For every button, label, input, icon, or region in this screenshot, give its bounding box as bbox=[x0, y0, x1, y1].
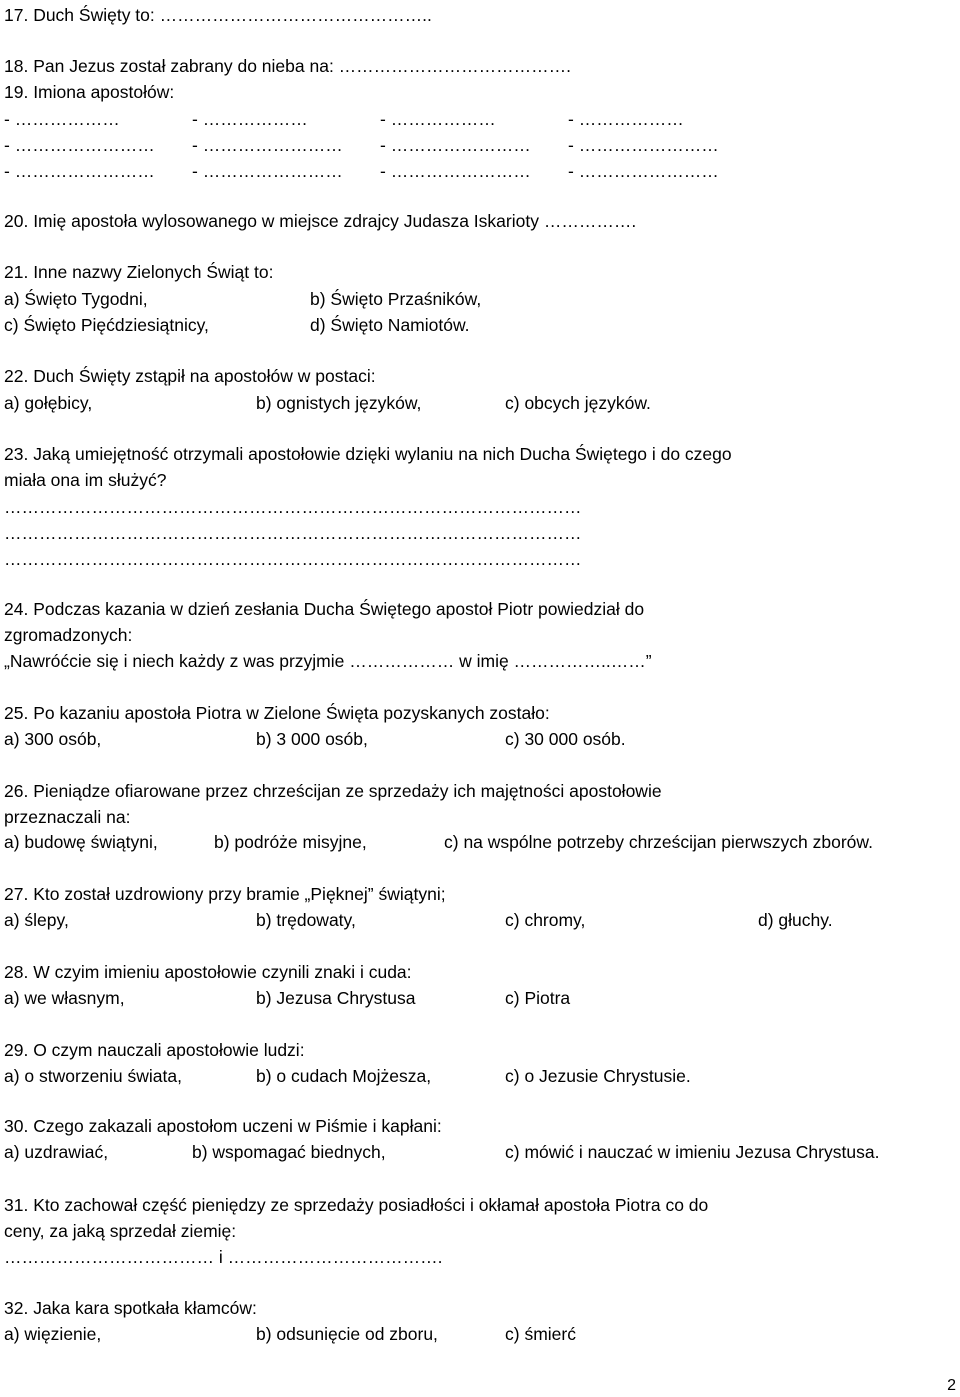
question-26-line-1: 26. Pieniądze ofiarowane przez chrześcijan ze sprzedaży ich majętności apostołowie bbox=[4, 781, 662, 801]
apostle-blank: - …………………… bbox=[380, 135, 531, 155]
question-23-line-1: 23. Jaką umiejętność otrzymali apostołowie dzięki wylaniu na nich Ducha Świętego i do czego bbox=[4, 444, 732, 464]
question-26-line-2: przeznaczali na: bbox=[4, 807, 131, 827]
apostle-blank: - …………………… bbox=[4, 161, 155, 181]
question-25: 25. Po kazaniu apostoła Piotra w Zielone Święta pozyskanych zostało: bbox=[4, 703, 550, 723]
q28-options bbox=[4, 988, 954, 1008]
question-30: 30. Czego zakazali apostołom uczeni w Piśmie i kapłani: bbox=[4, 1116, 442, 1136]
q21-options-row-2 bbox=[4, 315, 954, 335]
option-a: a) Święto Tygodni, bbox=[4, 289, 148, 309]
q29-options bbox=[4, 1066, 954, 1086]
option-c: c) na wspólne potrzeby chrześcijan pierwszych zborów. bbox=[444, 832, 873, 852]
option-a: a) o stworzeniu świata, bbox=[4, 1066, 182, 1086]
option-c: c) o Jezusie Chrystusie. bbox=[505, 1066, 691, 1086]
option-c: c) 30 000 osób. bbox=[505, 729, 626, 749]
question-27: 27. Kto został uzdrowiony przy bramie „Pięknej” świątyni; bbox=[4, 884, 446, 904]
option-c: c) obcych języków. bbox=[505, 393, 651, 413]
apostles-row-2 bbox=[4, 135, 954, 155]
answer-dots: ……………………………………………………………………………………… bbox=[4, 523, 582, 543]
apostle-blank: - …………………… bbox=[192, 135, 343, 155]
option-d: d) głuchy. bbox=[758, 910, 833, 930]
apostle-blank: - …………………… bbox=[192, 161, 343, 181]
option-c: c) Święto Pięćdziesiątnicy, bbox=[4, 315, 209, 335]
option-a: a) ślepy, bbox=[4, 910, 69, 930]
question-24-line-2: zgromadzonych: bbox=[4, 625, 133, 645]
option-a: a) więzienie, bbox=[4, 1324, 102, 1344]
option-a: a) we własnym, bbox=[4, 988, 125, 1008]
question-18: 18. Pan Jezus został zabrany do nieba na: …………………………………. bbox=[4, 56, 572, 76]
question-22: 22. Duch Święty zstąpił na apostołów w postaci: bbox=[4, 366, 376, 386]
option-c: c) śmierć bbox=[505, 1324, 576, 1344]
apostle-blank: - ……………… bbox=[192, 109, 308, 129]
question-31-line-2: ceny, za jaką sprzedał ziemię: bbox=[4, 1221, 237, 1241]
question-20: 20. Imię apostoła wylosowanego w miejsce zdrajcy Judasza Iskarioty ……………. bbox=[4, 211, 637, 231]
option-b: b) wspomagać biednych, bbox=[192, 1142, 386, 1162]
option-b: b) Święto Przaśników, bbox=[310, 289, 482, 309]
option-a: a) gołębicy, bbox=[4, 393, 93, 413]
option-a: a) budowę świątyni, bbox=[4, 832, 158, 852]
question-23-line-2: miała ona im służyć? bbox=[4, 470, 167, 490]
option-a: a) uzdrawiać, bbox=[4, 1142, 109, 1162]
question-32: 32. Jaka kara spotkała kłamców: bbox=[4, 1298, 257, 1318]
option-b: b) ognistych języków, bbox=[256, 393, 422, 413]
apostle-blank: - …………………… bbox=[4, 135, 155, 155]
option-c: c) mówić i nauczać w imieniu Jezusa Chrystusa. bbox=[505, 1142, 880, 1162]
q25-options bbox=[4, 729, 954, 749]
apostle-blank: - …………………… bbox=[380, 161, 531, 181]
question-19: 19. Imiona apostołów: bbox=[4, 82, 175, 102]
q27-options bbox=[4, 910, 954, 930]
question-17: 17. Duch Święty to: ……………………………………….. bbox=[4, 5, 432, 25]
apostle-blank: - …………………… bbox=[568, 135, 719, 155]
option-b: b) podróże misyjne, bbox=[214, 832, 367, 852]
apostle-blank: - ……………… bbox=[4, 109, 120, 129]
question-28: 28. W czyim imieniu apostołowie czynili znaki i cuda: bbox=[4, 962, 412, 982]
q22-options bbox=[4, 393, 954, 413]
question-24-line-1: 24. Podczas kazania w dzień zesłania Ducha Świętego apostoł Piotr powiedział do bbox=[4, 599, 645, 619]
apostle-blank: - …………………… bbox=[568, 161, 719, 181]
q32-options bbox=[4, 1324, 954, 1344]
q26-options bbox=[4, 832, 954, 852]
option-b: b) o cudach Mojżesza, bbox=[256, 1066, 432, 1086]
option-c: c) chromy, bbox=[505, 910, 586, 930]
q21-options-row-1 bbox=[4, 289, 954, 309]
apostles-row-1 bbox=[4, 109, 954, 129]
answer-dots: ……………………………………………………………………………………… bbox=[4, 549, 582, 569]
q30-options bbox=[4, 1142, 954, 1162]
option-d: d) Święto Namiotów. bbox=[310, 315, 470, 335]
question-29: 29. O czym nauczali apostołowie ludzi: bbox=[4, 1040, 305, 1060]
option-b: b) Jezusa Chrystusa bbox=[256, 988, 416, 1008]
apostle-blank: - ……………… bbox=[380, 109, 496, 129]
option-c: c) Piotra bbox=[505, 988, 571, 1008]
option-b: b) odsunięcie od zboru, bbox=[256, 1324, 438, 1344]
option-b: b) 3 000 osób, bbox=[256, 729, 368, 749]
option-a: a) 300 osób, bbox=[4, 729, 102, 749]
apostle-blank: - ……………… bbox=[568, 109, 684, 129]
answer-dots: ……………………………… i ………………………………. bbox=[4, 1247, 443, 1267]
question-24-quote: „Nawróćcie się i niech każdy z was przyjmie ……………… w imię ……………..……” bbox=[4, 651, 652, 671]
answer-dots: ……………………………………………………………………………………… bbox=[4, 497, 582, 517]
question-31-line-1: 31. Kto zachował część pieniędzy ze sprzedaży posiadłości i okłamał apostoła Piotra co do bbox=[4, 1195, 709, 1215]
page-number: 2 bbox=[947, 1377, 956, 1394]
apostles-row-3 bbox=[4, 161, 954, 181]
option-b: b) trędowaty, bbox=[256, 910, 356, 930]
question-21: 21. Inne nazwy Zielonych Świąt to: bbox=[4, 262, 274, 282]
